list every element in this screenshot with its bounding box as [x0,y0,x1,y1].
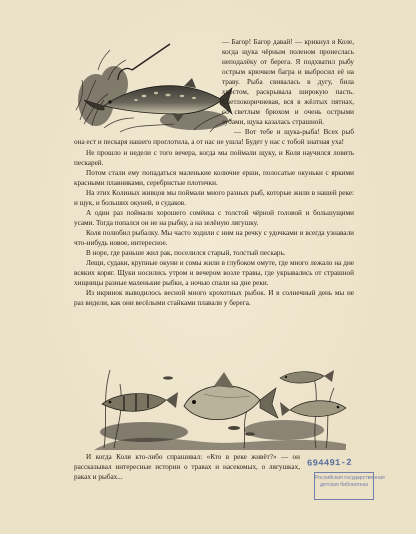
paragraph: — Багор! Багор давай! — крикнул я Коле, когда щука чёрным поленом пронеслась неподалёку от берега. Я подхватил рыбу острым крючком багра и выбросил её на траву. Рыба свивалась в дугу, била хвостом, раскрывала широкую пасть. Светлокоричневая, вся в жёлтых пятнах, со светлым брюхом и очень острыми зубами, щука казалась страшной. [222,38,354,127]
perch-fish [102,392,178,411]
paragraph: И когда Коля кто-либо спрашивал: «Кто в реке живёт?» — он рассказывал интересные истории о травах и насекомых, о лягушках, раках и рыбах... [74,453,300,482]
main-text [74,37,354,308]
paragraph: Потом стали ему попадаться маленькие колючие ерши, полосатые окуньки с яркими красными плавниками, серебристые плотички. [74,168,354,187]
inventory-number: 694491-2 [306,457,352,469]
paragraph: — Вот тебе и щука-рыба! Всех рыб она ест и пескаря нашего проглотила, а от нас не ушла! Будет у нас с тобой знатная уха! [74,128,354,147]
stamp-line: детская библиотека [320,481,368,488]
library-stamp [314,472,385,500]
fish-illustration [84,358,354,450]
paragraph: В норе, где раньше жил рак, поселился старый, толстый пескарь. [86,248,286,257]
paragraph: На этих Колиных живцов мы поймали много разных рыб, которые жили в нашей реке: и щук, и больших окуней, и судаков. [74,188,354,207]
paragraph: Не прошло и недели с того вечера, когда мы поймали щуку, и Коля научился ловить пескарей. [74,148,354,167]
stamp-line: Российская государственная [315,475,385,481]
paragraph: Из икринок выводилось весной много крохотных рыбок. И в солнечный день мы не раз видели, как они весёлыми стайками плавали у берега. [74,289,354,308]
small-fish [280,370,334,383]
paragraph: Лещи, судаки, крупные окуни и сомы жили в глубоком омуте, где много лежало на дне всяких коряг. Щуки носились утром и вечером возле травы, где укрывались от страшной хищницы разные маленькие рыбки, а ночью спали на дне реки. [74,259,354,288]
paragraph: Коля полюбил рыбалку. Мы часто ходили с ним на речку с удочками и всегда узнавали что-нибудь новое, интересное. [74,228,354,247]
paragraph: А один раз поймали хорошего сомёнка с толстой чёрной головой и большущими усами. Тогда попался он не на рыбку, а на зелёную лягушку. [74,208,354,227]
roach-fish [280,401,346,417]
illustration-space [74,37,222,129]
bream-fish [184,372,278,420]
